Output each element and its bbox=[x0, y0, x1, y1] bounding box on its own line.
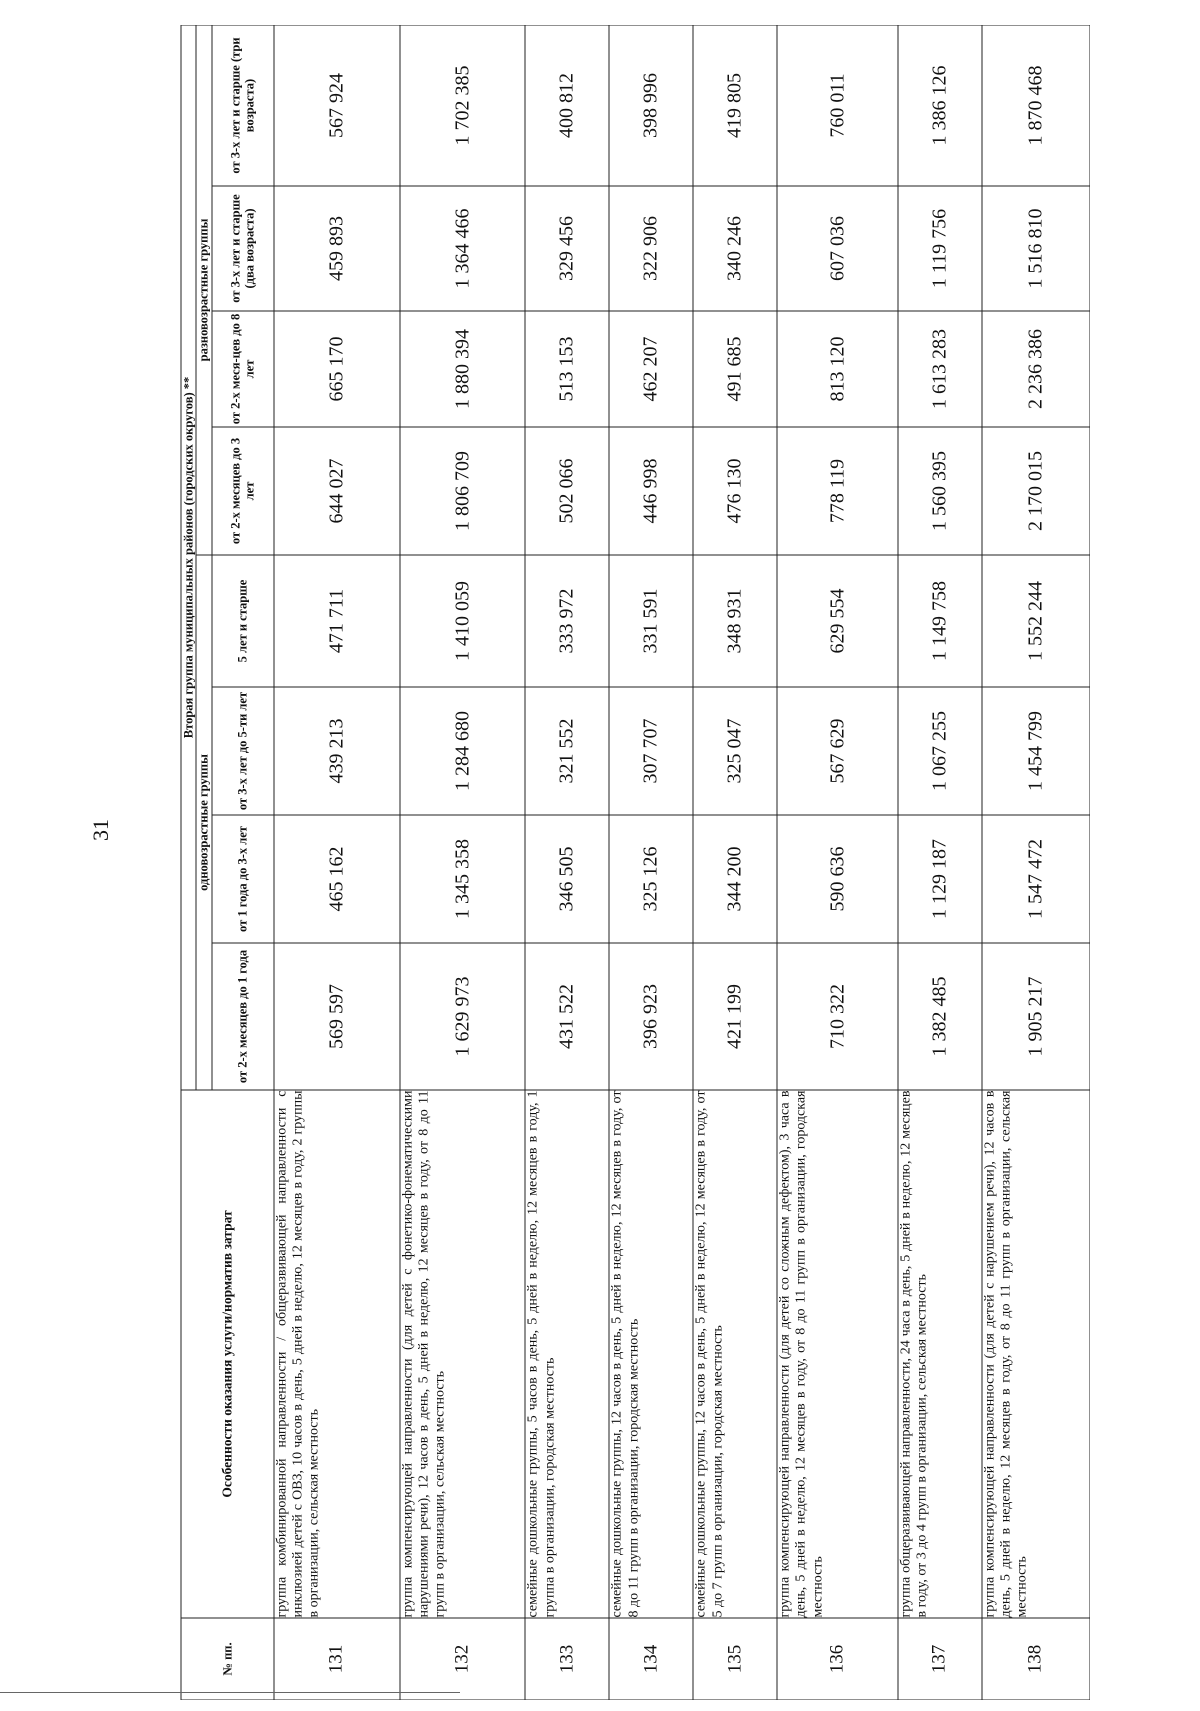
table-row bbox=[897, 25, 981, 1700]
row-description: семейные дошкольные группы, 5 часов в день, 5 дней в неделю, 12 месяцев в году, 1 группа в организации, городская местность bbox=[525, 1090, 609, 1618]
cost-value: 446 998 bbox=[609, 427, 693, 555]
cost-value: 419 805 bbox=[693, 25, 777, 186]
cost-value: 1 284 680 bbox=[399, 687, 525, 815]
age-column-header: от 2-х меся-цев до 8 лет bbox=[211, 311, 273, 427]
cost-value: 331 591 bbox=[609, 555, 693, 687]
cost-value: 569 597 bbox=[273, 943, 399, 1090]
cost-value: 1 386 126 bbox=[897, 25, 981, 186]
row-number: 134 bbox=[609, 1618, 693, 1700]
row-number: 131 bbox=[273, 1618, 399, 1700]
table-row bbox=[693, 25, 777, 1700]
cost-value: 459 893 bbox=[273, 186, 399, 311]
table-row bbox=[777, 25, 898, 1700]
cost-value: 607 036 bbox=[777, 186, 898, 311]
cost-value: 1 806 709 bbox=[399, 427, 525, 555]
cost-value: 1 067 255 bbox=[897, 687, 981, 815]
cost-value: 307 707 bbox=[609, 687, 693, 815]
cost-value: 476 130 bbox=[693, 427, 777, 555]
table-row bbox=[399, 25, 525, 1700]
cost-value: 2 170 015 bbox=[981, 427, 1089, 555]
cost-value: 1 702 385 bbox=[399, 25, 525, 186]
row-description: семейные дошкольные группы, 12 часов в день, 5 дней в неделю, 12 месяцев в году, от 5 до 7 групп в организации, городская местность bbox=[693, 1090, 777, 1618]
cost-value: 398 996 bbox=[609, 25, 693, 186]
row-description: группа компенсирующей направленности (для детей со сложным дефектом), 3 часа в день, 5 дней в неделю, 12 месяцев в году, от 8 до 11 групп в организации, городская местность bbox=[777, 1090, 898, 1618]
cost-value: 1 516 810 bbox=[981, 186, 1089, 311]
cost-value: 567 629 bbox=[777, 687, 898, 815]
cost-value: 431 522 bbox=[525, 943, 609, 1090]
cost-value: 465 162 bbox=[273, 815, 399, 943]
table-viewport bbox=[180, 25, 1090, 1700]
cost-value: 346 505 bbox=[525, 815, 609, 943]
scan-edge-line bbox=[0, 1692, 460, 1693]
cost-value: 471 711 bbox=[273, 555, 399, 687]
cost-value: 325 126 bbox=[609, 815, 693, 943]
age-column-header: от 2-х месяцев до 1 года bbox=[211, 943, 273, 1090]
table-row bbox=[273, 25, 399, 1700]
cost-value: 502 066 bbox=[525, 427, 609, 555]
cost-value: 344 200 bbox=[693, 815, 777, 943]
cost-value: 644 027 bbox=[273, 427, 399, 555]
cost-value: 629 554 bbox=[777, 555, 898, 687]
row-description: группа комбинированной направленности / общеразвивающей направленности с инклюзией детей с ОВЗ, 10 часов в день, 5 дней в неделю, 12 месяцев в году, 2 группы в организации, сельская местность bbox=[273, 1090, 399, 1618]
cost-value: 396 923 bbox=[609, 943, 693, 1090]
cost-value: 1 870 468 bbox=[981, 25, 1089, 186]
cost-value: 491 685 bbox=[693, 311, 777, 427]
cost-value: 1 552 244 bbox=[981, 555, 1089, 687]
age-column-header: от 1 года до 3-х лет bbox=[211, 815, 273, 943]
cost-value: 1 880 394 bbox=[399, 311, 525, 427]
cost-value: 1 149 758 bbox=[897, 555, 981, 687]
row-description: группа компенсирующей направленности (для детей с фонетико-фонематическими нарушениями речи), 12 часов в день, 5 дней в неделю, 12 месяцев в году, от 8 до 11 групп в организации, сельская местность bbox=[399, 1090, 525, 1618]
age-column-header: от 3-х лет и старше (три возраста) bbox=[211, 25, 273, 186]
cost-value: 813 120 bbox=[777, 311, 898, 427]
cost-value: 710 322 bbox=[777, 943, 898, 1090]
cost-value: 439 213 bbox=[273, 687, 399, 815]
row-number: 138 bbox=[981, 1618, 1089, 1700]
cost-norms-table bbox=[180, 25, 1090, 1700]
cost-value: 1 629 973 bbox=[399, 943, 525, 1090]
cost-value: 567 924 bbox=[273, 25, 399, 186]
row-number: 133 bbox=[525, 1618, 609, 1700]
cost-value: 1 560 395 bbox=[897, 427, 981, 555]
single-age-groups-header: одновозрастные группы bbox=[196, 555, 211, 1090]
row-number: 136 bbox=[777, 1618, 898, 1700]
age-column-header: от 2-х месяцев до 3 лет bbox=[211, 427, 273, 555]
table-row bbox=[981, 25, 1089, 1700]
cost-value: 1 364 466 bbox=[399, 186, 525, 311]
num-column-header: № пп. bbox=[181, 1618, 274, 1700]
cost-value: 778 119 bbox=[777, 427, 898, 555]
cost-value: 321 552 bbox=[525, 687, 609, 815]
table-row bbox=[525, 25, 609, 1700]
cost-value: 1 410 059 bbox=[399, 555, 525, 687]
cost-value: 1 129 187 bbox=[897, 815, 981, 943]
desc-column-header: Особенности оказания услуги/норматив затрат bbox=[181, 1090, 274, 1618]
cost-value: 462 207 bbox=[609, 311, 693, 427]
cost-value: 340 246 bbox=[693, 186, 777, 311]
row-description: группа общеразвивающей направленности, 24 часа в день, 5 дней в неделю, 12 месяцев в году, от 3 до 4 групп в организации, сельская местность bbox=[897, 1090, 981, 1618]
cost-value: 2 236 386 bbox=[981, 311, 1089, 427]
cost-value: 348 931 bbox=[693, 555, 777, 687]
table-row bbox=[609, 25, 693, 1700]
cost-value: 665 170 bbox=[273, 311, 399, 427]
cost-value: 333 972 bbox=[525, 555, 609, 687]
cost-value: 760 011 bbox=[777, 25, 898, 186]
cost-value: 1 382 485 bbox=[897, 943, 981, 1090]
cost-value: 1 613 283 bbox=[897, 311, 981, 427]
group-header: Вторая группа муниципальных районов (городских округов) ** bbox=[181, 25, 196, 1090]
cost-value: 329 456 bbox=[525, 186, 609, 311]
cost-value: 421 199 bbox=[693, 943, 777, 1090]
age-column-header: 5 лет и старше bbox=[211, 555, 273, 687]
cost-value: 1 547 472 bbox=[981, 815, 1089, 943]
page-number: 31 bbox=[88, 819, 113, 841]
rotated-table-container bbox=[180, 25, 1090, 1700]
row-description: семейные дошкольные группы, 12 часов в день, 5 дней в неделю, 12 месяцев в году, от 8 до 11 групп в организации, городская местность bbox=[609, 1090, 693, 1618]
cost-value: 400 812 bbox=[525, 25, 609, 186]
cost-value: 1 905 217 bbox=[981, 943, 1089, 1090]
mixed-age-groups-header: разновозрастные группы bbox=[196, 25, 211, 555]
row-number: 137 bbox=[897, 1618, 981, 1700]
cost-value: 1 454 799 bbox=[981, 687, 1089, 815]
cost-value: 1 119 756 bbox=[897, 186, 981, 311]
row-number: 135 bbox=[693, 1618, 777, 1700]
cost-value: 590 636 bbox=[777, 815, 898, 943]
row-number: 132 bbox=[399, 1618, 525, 1700]
cost-value: 322 906 bbox=[609, 186, 693, 311]
age-column-header: от 3-х лет и старше (два возраста) bbox=[211, 186, 273, 311]
cost-value: 1 345 358 bbox=[399, 815, 525, 943]
cost-value: 513 153 bbox=[525, 311, 609, 427]
age-column-header: от 3-х лет до 5-ти лет bbox=[211, 687, 273, 815]
cost-value: 325 047 bbox=[693, 687, 777, 815]
row-description: группа компенсирующей направленности (для детей с нарушением речи), 12 часов в день, 5 дней в неделю, 12 месяцев в году, от 8 до 11 групп в организации, сельская местность bbox=[981, 1090, 1089, 1618]
